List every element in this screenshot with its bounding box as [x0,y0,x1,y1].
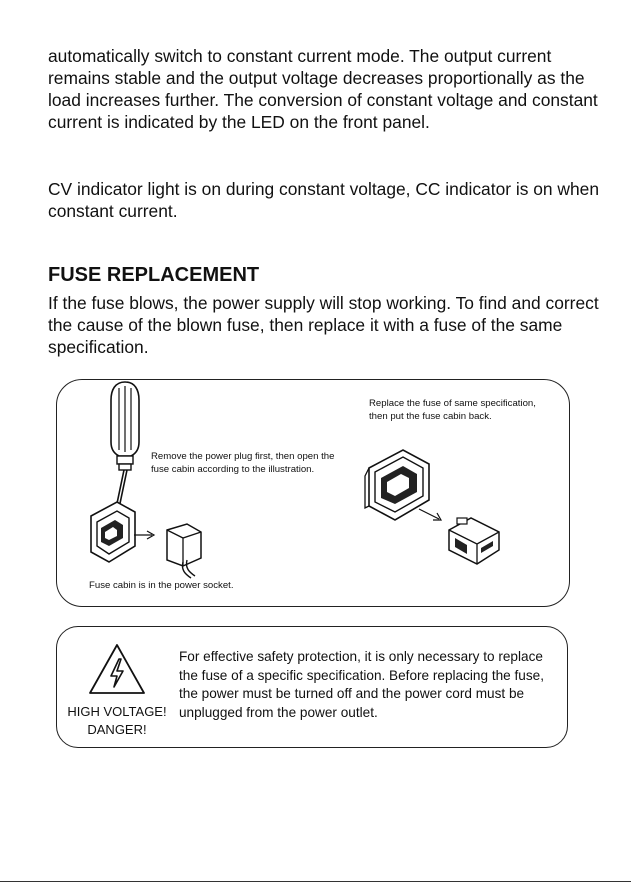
screwdriver-icon [97,380,157,515]
arrow-icon [417,506,445,524]
caption-fuse-location: Fuse cabin is in the power socket. [89,580,234,591]
caption-remove-plug: Remove the power plug first, then open the fuse cabin according to the illustration. [151,451,335,475]
warning-panel [56,626,568,748]
caption-replace-fuse: Replace the fuse of same specification, then put the fuse cabin back. [369,398,536,422]
page-bottom-rule [0,881,631,882]
high-voltage-label-line2: DANGER! [87,722,147,737]
section-heading: FUSE REPLACEMENT [48,264,260,286]
fuse-illustration-panel [56,379,570,607]
body-paragraph-fuse: If the fuse blows, the power supply will stop working. To find and correct the cause of the blown fuse, then replace it with a fuse of the same specification. [48,293,599,357]
high-voltage-label-line1: HIGH VOLTAGE! [67,704,167,719]
high-voltage-warning-icon [88,643,146,695]
power-plug-icon [157,522,207,580]
fuse-drawer-icon [443,512,505,570]
high-voltage-label [65,703,169,739]
warning-text: For effective safety protection, it is only necessary to replace the fuse of a specific specification. Before replacing the fuse, the power must be turned off and the power cord must be unplugged from the power outlet. [179,649,544,720]
body-paragraph-mode: automatically switch to constant current mode. The output current remains stable and the output voltage decreases proportionally as the load increases further. The conversion of constant voltage and constant current is indicated by the LED on the front panel. [48,46,598,132]
body-paragraph-indicator: CV indicator light is on during constant voltage, CC indicator is on when constant current. [48,179,599,221]
arrow-icon [133,528,157,542]
